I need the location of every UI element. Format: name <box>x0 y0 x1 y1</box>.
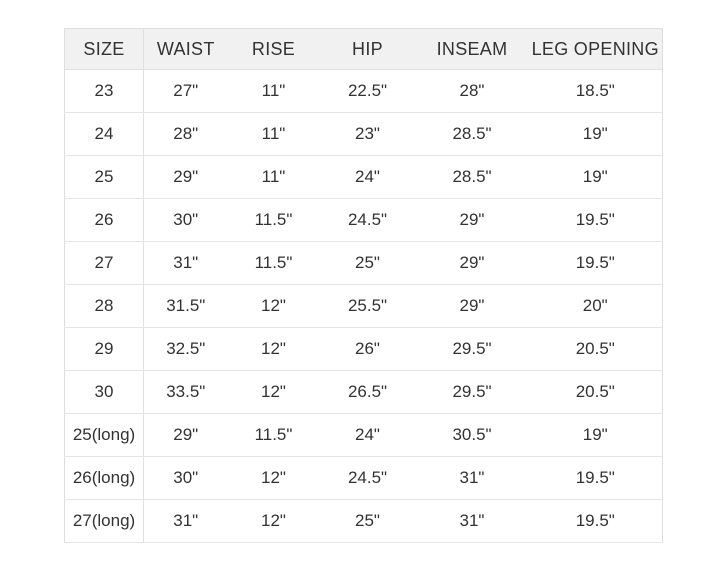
measurement-cell: 11.5" <box>228 242 320 285</box>
column-header-size: SIZE <box>65 29 144 70</box>
size-cell: 27(long) <box>65 500 144 543</box>
measurement-cell: 29" <box>144 156 228 199</box>
measurement-cell: 20.5" <box>529 371 663 414</box>
measurement-cell: 27" <box>144 70 228 113</box>
measurement-cell: 28" <box>144 113 228 156</box>
measurement-cell: 31" <box>416 500 529 543</box>
measurement-cell: 28.5" <box>416 156 529 199</box>
column-header-hip: HIP <box>320 29 416 70</box>
size-cell: 26(long) <box>65 457 144 500</box>
measurement-cell: 29.5" <box>416 328 529 371</box>
table-row <box>65 242 663 285</box>
column-header-waist: WAIST <box>144 29 228 70</box>
size-chart-table <box>64 28 663 543</box>
table-row <box>65 457 663 500</box>
header-row <box>65 29 663 70</box>
table-row <box>65 113 663 156</box>
measurement-cell: 20.5" <box>529 328 663 371</box>
measurement-cell: 28" <box>416 70 529 113</box>
measurement-cell: 30" <box>144 457 228 500</box>
table-row <box>65 500 663 543</box>
measurement-cell: 19.5" <box>529 242 663 285</box>
size-cell: 27 <box>65 242 144 285</box>
size-chart-header <box>65 29 663 70</box>
measurement-cell: 25.5" <box>320 285 416 328</box>
measurement-cell: 28.5" <box>416 113 529 156</box>
measurement-cell: 25" <box>320 500 416 543</box>
measurement-cell: 12" <box>228 328 320 371</box>
measurement-cell: 11" <box>228 156 320 199</box>
size-cell: 25 <box>65 156 144 199</box>
measurement-cell: 20" <box>529 285 663 328</box>
measurement-cell: 29.5" <box>416 371 529 414</box>
measurement-cell: 31" <box>144 242 228 285</box>
measurement-cell: 31" <box>416 457 529 500</box>
measurement-cell: 19" <box>529 414 663 457</box>
size-cell: 25(long) <box>65 414 144 457</box>
measurement-cell: 24" <box>320 414 416 457</box>
measurement-cell: 24.5" <box>320 457 416 500</box>
measurement-cell: 19.5" <box>529 199 663 242</box>
measurement-cell: 12" <box>228 500 320 543</box>
column-header-rise: RISE <box>228 29 320 70</box>
table-row <box>65 328 663 371</box>
measurement-cell: 26.5" <box>320 371 416 414</box>
size-cell: 26 <box>65 199 144 242</box>
table-row <box>65 371 663 414</box>
column-header-inseam: INSEAM <box>416 29 529 70</box>
measurement-cell: 29" <box>416 242 529 285</box>
measurement-cell: 22.5" <box>320 70 416 113</box>
size-chart-body <box>65 70 663 543</box>
size-chart <box>64 28 662 543</box>
measurement-cell: 29" <box>416 199 529 242</box>
measurement-cell: 29" <box>144 414 228 457</box>
size-cell: 28 <box>65 285 144 328</box>
measurement-cell: 30" <box>144 199 228 242</box>
measurement-cell: 19" <box>529 113 663 156</box>
table-row <box>65 414 663 457</box>
measurement-cell: 32.5" <box>144 328 228 371</box>
column-header-leg-opening: LEG OPENING <box>529 29 663 70</box>
measurement-cell: 29" <box>416 285 529 328</box>
measurement-cell: 23" <box>320 113 416 156</box>
measurement-cell: 11.5" <box>228 199 320 242</box>
measurement-cell: 12" <box>228 371 320 414</box>
measurement-cell: 11.5" <box>228 414 320 457</box>
size-cell: 30 <box>65 371 144 414</box>
measurement-cell: 11" <box>228 70 320 113</box>
measurement-cell: 25" <box>320 242 416 285</box>
measurement-cell: 19.5" <box>529 457 663 500</box>
measurement-cell: 12" <box>228 285 320 328</box>
measurement-cell: 26" <box>320 328 416 371</box>
measurement-cell: 30.5" <box>416 414 529 457</box>
measurement-cell: 31" <box>144 500 228 543</box>
table-row <box>65 199 663 242</box>
table-row <box>65 156 663 199</box>
measurement-cell: 19" <box>529 156 663 199</box>
measurement-cell: 19.5" <box>529 500 663 543</box>
table-row <box>65 70 663 113</box>
size-cell: 23 <box>65 70 144 113</box>
measurement-cell: 24" <box>320 156 416 199</box>
measurement-cell: 18.5" <box>529 70 663 113</box>
size-cell: 24 <box>65 113 144 156</box>
size-cell: 29 <box>65 328 144 371</box>
measurement-cell: 24.5" <box>320 199 416 242</box>
measurement-cell: 31.5" <box>144 285 228 328</box>
measurement-cell: 12" <box>228 457 320 500</box>
table-row <box>65 285 663 328</box>
measurement-cell: 11" <box>228 113 320 156</box>
measurement-cell: 33.5" <box>144 371 228 414</box>
